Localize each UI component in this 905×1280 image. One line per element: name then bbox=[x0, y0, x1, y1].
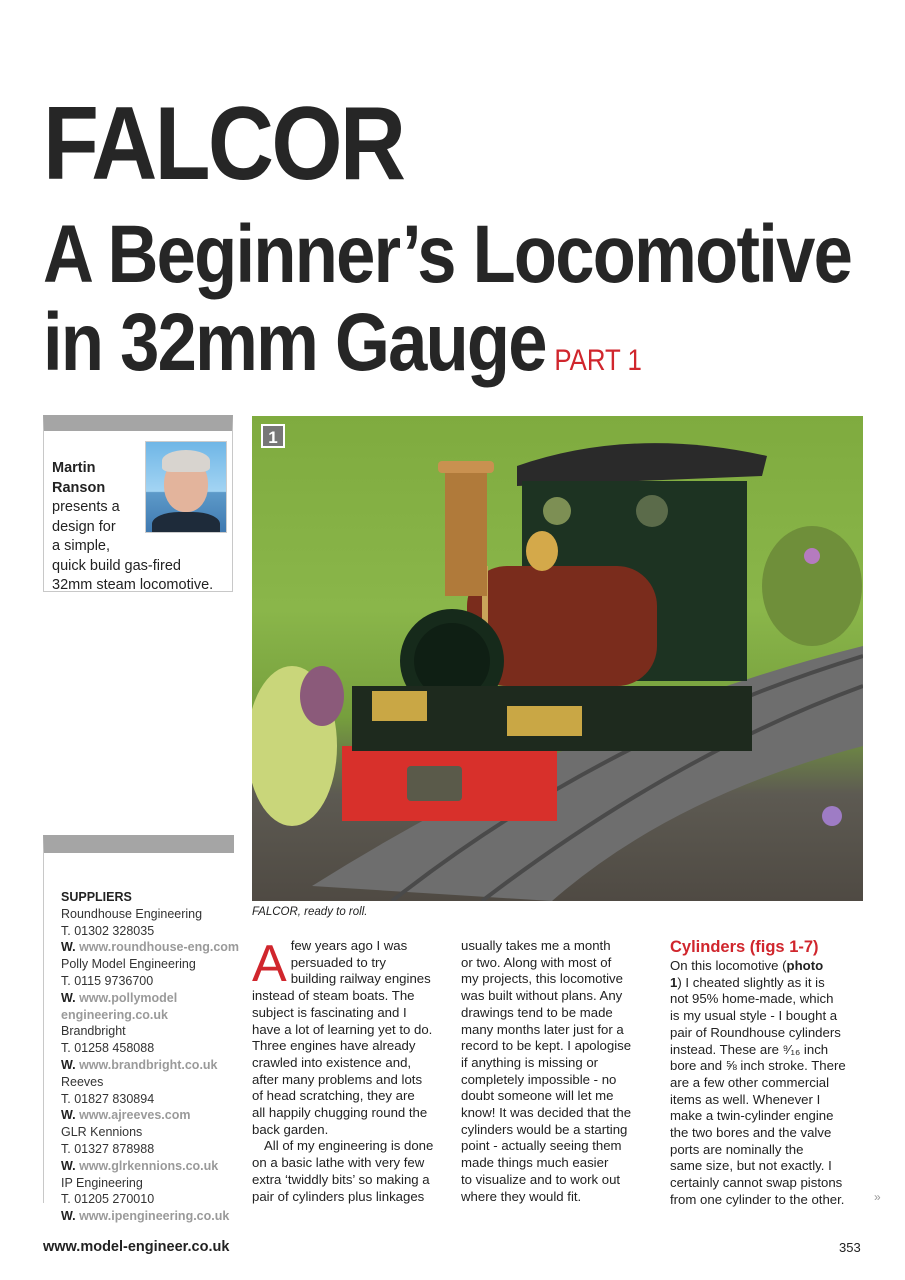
article-subtitle bbox=[43, 211, 851, 405]
supplier-web-row bbox=[61, 1158, 239, 1175]
text-line: or two. Along with most of bbox=[461, 954, 612, 970]
suppliers-list bbox=[61, 889, 239, 1225]
web-label: W. bbox=[61, 1057, 76, 1072]
text-line: make a twin-cylinder engine bbox=[670, 1108, 834, 1124]
web-label: W. bbox=[61, 1158, 76, 1173]
text-line: point - actually seeing them bbox=[461, 1138, 622, 1154]
text-line: cylinders would be a starting bbox=[461, 1121, 628, 1137]
text-line: my projects, this locomotive bbox=[461, 971, 623, 987]
text-fragment: ) I cheated slightly as it is bbox=[677, 974, 825, 990]
supplier-name: Reeves bbox=[61, 1074, 104, 1089]
cab-roof bbox=[517, 443, 767, 486]
locomotive-photo bbox=[252, 416, 863, 901]
subtitle-line-1: A Beginner’s Locomotive bbox=[43, 209, 852, 300]
text-line: items as well. Whenever I bbox=[670, 1091, 821, 1107]
author-intro bbox=[52, 459, 232, 596]
supplier-phone: T. 01302 328035 bbox=[61, 923, 155, 938]
supplier-website-link[interactable]: www.ipengineering.co.uk bbox=[79, 1209, 230, 1224]
text-line bbox=[670, 975, 862, 992]
text-line: same size, but not exactly. I bbox=[670, 1158, 832, 1174]
author-intro-line: presents a bbox=[52, 499, 120, 515]
text-line: persuaded to try bbox=[290, 954, 386, 970]
article-column-2 bbox=[461, 938, 653, 1205]
text-line: extra ‘twiddly bits’ so making a bbox=[252, 1171, 430, 1187]
subtitle-line-2-text: in 32mm Gauge bbox=[43, 297, 546, 388]
author-name-2: Ranson bbox=[52, 479, 106, 496]
article-title: FALCOR bbox=[43, 86, 404, 202]
continue-arrow-icon: » bbox=[874, 1190, 881, 1204]
supplier-web-row bbox=[61, 1057, 239, 1074]
locomotive-illustration bbox=[252, 416, 863, 901]
text-line: few years ago I was bbox=[290, 938, 408, 953]
supplier-web-row bbox=[61, 1107, 239, 1124]
supplier-phone: T. 01327 878988 bbox=[61, 1141, 155, 1156]
supplier-website-link[interactable]: www.ajreeves.com bbox=[79, 1108, 191, 1123]
suppliers-heading: SUPPLIERS bbox=[61, 890, 132, 904]
web-label: W. bbox=[61, 990, 76, 1005]
text-line: certainly cannot swap pistons bbox=[670, 1175, 843, 1191]
supplier-phone: T. 01258 458088 bbox=[61, 1041, 155, 1056]
text-line: bore and ⅝ inch stroke. There bbox=[670, 1058, 846, 1074]
suppliers-box bbox=[43, 835, 240, 1224]
part-label: PART 1 bbox=[554, 344, 642, 377]
text-line bbox=[670, 958, 862, 975]
supplier-name: Brandbright bbox=[61, 1024, 126, 1039]
web-label: W. bbox=[61, 940, 76, 955]
supplier-web-row bbox=[61, 990, 239, 1007]
coupling bbox=[407, 766, 462, 801]
article-column-1 bbox=[252, 935, 444, 1205]
article-column-3 bbox=[670, 938, 862, 1209]
cylinder-left bbox=[372, 691, 427, 721]
text-line: completely impossible - no bbox=[461, 1071, 617, 1087]
supplier-website-link[interactable]: www.brandbright.co.uk bbox=[79, 1057, 218, 1072]
text-line: where they would fit. bbox=[461, 1188, 582, 1204]
supplier-web-row bbox=[61, 939, 239, 956]
supplier-website-link-cont[interactable]: engineering.co.uk bbox=[61, 1007, 168, 1022]
cab-spectacle bbox=[636, 495, 668, 527]
text-line: usually takes me a month bbox=[461, 938, 611, 953]
text-line: after many problems and lots bbox=[252, 1071, 423, 1087]
text-line: building railway engines bbox=[290, 971, 431, 987]
text-line: subject is fascinating and I bbox=[252, 1004, 407, 1020]
text-line: made things much easier bbox=[461, 1155, 609, 1171]
supplier-name: Polly Model Engineering bbox=[61, 957, 196, 972]
text-line: know! It was decided that the bbox=[461, 1105, 632, 1121]
flower-bush-purple bbox=[300, 666, 344, 726]
text-line: not 95% home-made, which bbox=[670, 991, 834, 1007]
text-line: on a basic lathe with very few bbox=[252, 1155, 425, 1171]
text-line: drawings tend to be made bbox=[461, 1004, 613, 1020]
supplier-phone: T. 01205 270010 bbox=[61, 1192, 155, 1207]
text-line: pair of cylinders plus linkages bbox=[252, 1188, 425, 1204]
dome bbox=[526, 531, 558, 571]
text-line: have a lot of learning yet to do. bbox=[252, 1021, 433, 1037]
author-name-1: Martin bbox=[52, 460, 96, 476]
text-line: back garden. bbox=[252, 1121, 329, 1137]
footer-website[interactable]: www.model-engineer.co.uk bbox=[43, 1239, 230, 1255]
supplier-name: Roundhouse Engineering bbox=[61, 906, 203, 921]
supplier-website-link[interactable]: www.roundhouse-eng.com bbox=[79, 940, 240, 955]
supplier-phone: T. 01827 830894 bbox=[61, 1091, 155, 1106]
supplier-website-link[interactable]: www.pollymodel bbox=[79, 990, 178, 1005]
photo-ref-number: 1 bbox=[670, 974, 678, 990]
text-line: if anything is missing or bbox=[461, 1054, 599, 1070]
cab-window bbox=[543, 497, 571, 525]
text-line: from one cylinder to the other. bbox=[670, 1191, 845, 1207]
text-line: of head scratching, they are bbox=[252, 1088, 415, 1104]
text-line: doubt someone will let me bbox=[461, 1088, 614, 1104]
page-number: 353 bbox=[839, 1240, 861, 1255]
text-line: record to be kept. I apologise bbox=[461, 1038, 632, 1054]
subtitle-line-2 bbox=[43, 299, 851, 405]
text-line: many months later just for a bbox=[461, 1021, 624, 1037]
author-intro-line: a simple, bbox=[52, 538, 111, 554]
flower-bottom-right bbox=[822, 806, 842, 826]
author-intro-line: 32mm steam locomotive. bbox=[52, 577, 214, 593]
supplier-phone: T. 0115 9736700 bbox=[61, 973, 154, 988]
supplier-website-link[interactable]: www.glrkennions.co.uk bbox=[79, 1158, 219, 1173]
author-box bbox=[43, 415, 233, 592]
text-line: All of my engineering is done bbox=[264, 1138, 434, 1154]
drop-cap: A bbox=[252, 935, 287, 993]
text-line: to visualize and to work out bbox=[461, 1171, 621, 1187]
web-label: W. bbox=[61, 1108, 76, 1123]
author-intro-line: quick build gas-fired bbox=[52, 557, 181, 574]
chimney-cap bbox=[438, 461, 494, 473]
text-line: are a few other commercial bbox=[670, 1074, 830, 1090]
text-line: instead of steam boats. The bbox=[252, 988, 415, 1004]
text-fragment: On this locomotive ( bbox=[670, 958, 787, 973]
flower-bush-right bbox=[762, 526, 862, 646]
photo-caption: FALCOR, ready to roll. bbox=[252, 906, 368, 918]
web-label: W. bbox=[61, 1209, 76, 1224]
text-line: was built without plans. Any bbox=[461, 988, 623, 1004]
flower-right bbox=[804, 548, 820, 564]
text-line: ports are nominally the bbox=[670, 1141, 804, 1157]
photo-ref: photo bbox=[786, 958, 824, 973]
text-line: instead. These are ⁹⁄₁₆ inch bbox=[670, 1041, 829, 1057]
text-line: the two bores and the valve bbox=[670, 1125, 832, 1141]
section-heading-cylinders: Cylinders (figs 1-7) bbox=[670, 938, 819, 956]
photo-number-badge: 1 bbox=[261, 424, 285, 448]
text-line: is my usual style - I bought a bbox=[670, 1008, 838, 1024]
text-line: all happily chugging round the bbox=[252, 1105, 428, 1121]
text-line: Three engines have already bbox=[252, 1038, 416, 1054]
supplier-web-row bbox=[61, 1208, 239, 1225]
chimney bbox=[445, 466, 487, 596]
supplier-name: GLR Kennions bbox=[61, 1125, 143, 1140]
supplier-name: IP Engineering bbox=[61, 1175, 143, 1190]
text-line: pair of Roundhouse cylinders bbox=[670, 1024, 841, 1040]
cylinder-right bbox=[507, 706, 582, 736]
author-intro-line: design for bbox=[52, 518, 116, 535]
text-line: crawled into existence and, bbox=[252, 1054, 412, 1070]
